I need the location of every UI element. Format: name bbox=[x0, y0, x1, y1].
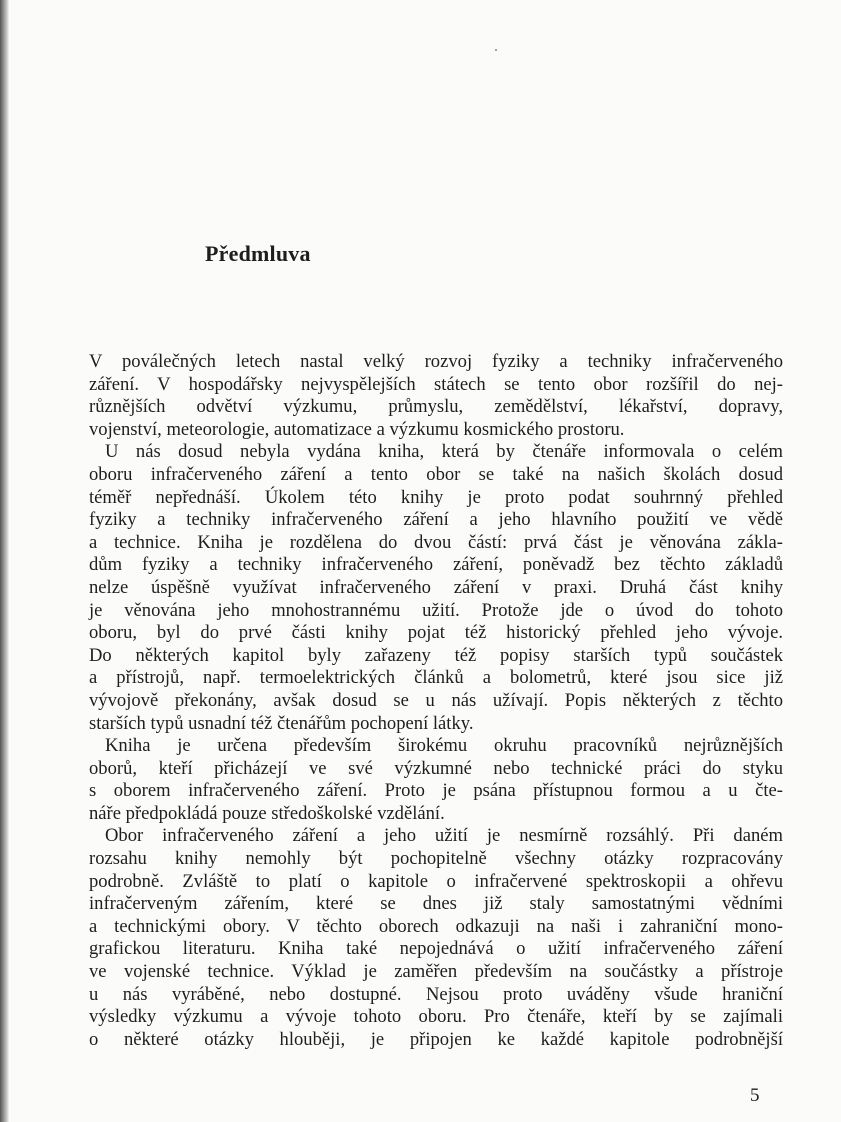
text-line: oborů, kteří přicházejí ve své výzkumné nebo technické práci do styku bbox=[89, 757, 783, 779]
text-line: Obor infračerveného záření a jeho užití je nesmírně rozsáhlý. Při daném bbox=[105, 825, 783, 847]
scan-speck bbox=[495, 49, 497, 51]
text-line: vojenství, meteorologie, automatizace a výzkumu kosmického prostoru. bbox=[89, 418, 625, 440]
text-line: záření. V hospodářsky nejvyspělejších státech se tento obor rozšířil do nej- bbox=[89, 373, 783, 395]
text-line: Do některých kapitol byly zařazeny též popisy starších typů součástek bbox=[89, 644, 783, 666]
text-line: grafickou literaturu. Kniha také nepojednává o užití infračerveného záření bbox=[89, 938, 783, 960]
book-binding-edge bbox=[0, 0, 9, 1122]
text-line: náře předpokládá pouze středoškolské vzdělání. bbox=[89, 802, 445, 824]
text-line: a technice. Kniha je rozdělena do dvou částí: prvá část je věnována zákla- bbox=[89, 531, 783, 553]
text-line: u nás vyráběné, nebo dostupné. Nejsou proto uváděny všude hraniční bbox=[89, 983, 783, 1005]
text-line: dům fyziky a techniky infračerveného záření, poněvadž bez těchto základů bbox=[89, 554, 783, 576]
paragraph bbox=[89, 441, 783, 735]
text-line: U nás dosud nebyla vydána kniha, která by čtenáře informovala o celém bbox=[105, 441, 783, 463]
text-line: a přístrojů, např. termoelektrických článků a bolometrů, které jsou sice již bbox=[89, 667, 783, 689]
text-line: infračerveným zářením, které se dnes již staly samostatnými vědními bbox=[89, 893, 783, 915]
text-line: oboru, byl do prvé části knihy pojat též historický přehled jeho vývoje. bbox=[89, 622, 783, 644]
text-line: je věnována jeho mnohostrannému užití. Protože jde o úvod do tohoto bbox=[89, 599, 783, 621]
text-line: vývojově překonány, avšak dosud se u nás užívají. Popis některých z těchto bbox=[89, 689, 783, 711]
text-line: o některé otázky hlouběji, je připojen ke každé kapitole podrobnější bbox=[89, 1028, 783, 1050]
text-line: V poválečných letech nastal velký rozvoj fyziky a techniky infračerveného bbox=[89, 351, 783, 372]
text-line: téměř nepřednáší. Úkolem této knihy je proto podat souhrnný přehled bbox=[89, 486, 783, 508]
text-line: fyziky a techniky infračerveného záření a jeho hlavního použití ve vědě bbox=[89, 509, 783, 531]
text-line: různějších odvětví výzkumu, průmyslu, zemědělství, lékařství, dopravy, bbox=[89, 396, 783, 418]
text-line: podrobně. Zvláště to platí o kapitole o infračervené spektroskopii a ohřevu bbox=[89, 870, 783, 892]
text-line: rozsahu knihy nemohly být pochopitelně všechny otázky rozpracovány bbox=[89, 848, 783, 870]
text-line: Kniha je určena především širokému okruhu pracovníků nejrůznějších bbox=[105, 735, 783, 757]
text-line: nelze úspěšně využívat infračerveného záření v praxi. Druhá část knihy bbox=[89, 576, 783, 598]
paragraph bbox=[89, 735, 783, 825]
page-number: 5 bbox=[750, 1085, 760, 1106]
page-title: Předmluva bbox=[205, 241, 311, 266]
text-line: starších typů usnadní též čtenářům pochopení látky. bbox=[89, 712, 474, 734]
paragraph bbox=[89, 351, 783, 441]
text-line: výsledky výzkumu a vývoje tohoto oboru. Pro čtenáře, kteří by se zajímali bbox=[89, 1006, 783, 1028]
paragraph bbox=[89, 825, 783, 1051]
text-line: ve vojenské technice. Výklad je zaměřen především na součástky a přístroje bbox=[89, 961, 783, 983]
text-line: s oborem infračerveného záření. Proto je psána přístupnou formou a u čte- bbox=[89, 780, 783, 802]
text-line: oboru infračerveného záření a tento obor se také na našich školách dosud bbox=[89, 463, 783, 485]
text-line: a technickými obory. V těchto oborech odkazuji na naši i zahraniční mono- bbox=[89, 915, 783, 937]
preface-text bbox=[89, 351, 783, 1051]
